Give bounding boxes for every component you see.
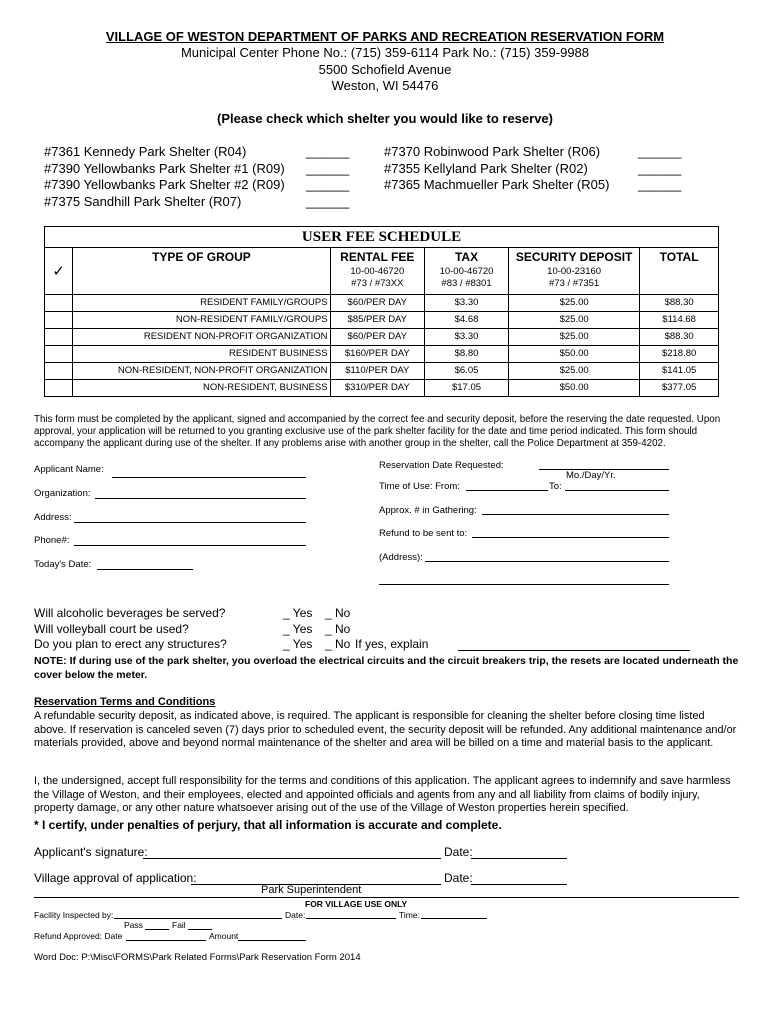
shelter-option[interactable] xyxy=(44,177,364,194)
applicant-signature-field[interactable] xyxy=(143,858,441,859)
shelter-list-right xyxy=(384,144,704,194)
table-row: RESIDENT FAMILY/GROUPS $60/PER DAY $3.30 $25.00 $88.30 xyxy=(45,294,719,311)
terms-paragraph-1: A refundable security deposit, as indicated above, is required. The applicant is responsible for cleaning the shelter before closing time listed above. If reservation is canceled seven (7) days prior to scheduled event, the security deposit will be refunded. Any additional maintenance and/or materials provided, above and beyond normal maintenance of the shelter and area will be billed on a time and material basis to the applicant. xyxy=(34,710,737,749)
checkmark-icon: ✓ xyxy=(45,248,73,295)
shelter-label: #7361 Kennedy Park Shelter (R04) xyxy=(44,144,247,159)
village-use-heading: FOR VILLAGE USE ONLY xyxy=(305,899,408,909)
inspection-date-label: Date: xyxy=(285,910,306,920)
user-fee-schedule-table xyxy=(44,226,719,397)
table-row: NON-RESIDENT FAMILY/GROUPS $85/PER DAY $4.68 $25.00 $114.68 xyxy=(45,311,719,328)
applicant-name-field[interactable] xyxy=(112,477,306,478)
volleyball-no[interactable]: _ No xyxy=(325,622,351,636)
note-text: NOTE: If during use of the park shelter, you overload the electrical circuits and the circuit breakers trip, the resets are located underneath the cover below the meter. xyxy=(34,655,739,681)
street-address: 5500 Schofield Avenue xyxy=(318,62,452,77)
shelter-label: #7365 Machmueller Park Shelter (R05) xyxy=(384,177,610,192)
shelter-checkbox-blank[interactable]: ______ xyxy=(638,144,682,159)
shelter-checkbox-blank[interactable]: ______ xyxy=(638,177,682,192)
shelter-label: #7370 Robinwood Park Shelter (R06) xyxy=(384,144,601,159)
fail-field[interactable] xyxy=(188,929,212,930)
signature-date-label: Date: xyxy=(444,845,473,859)
shelter-option[interactable] xyxy=(44,194,364,211)
refund-approved-date-field[interactable] xyxy=(126,940,206,941)
fee-table-title: USER FEE SCHEDULE xyxy=(45,227,719,248)
col-total: TOTAL xyxy=(640,248,719,267)
shelter-label: #7355 Kellyland Park Shelter (R02) xyxy=(384,160,588,176)
time-to-field[interactable] xyxy=(565,490,669,491)
signature-date-field[interactable] xyxy=(471,858,567,859)
amount-label: Amount xyxy=(209,931,239,941)
todays-date-field[interactable] xyxy=(97,569,193,570)
refund-address-field[interactable] xyxy=(425,561,669,562)
table-row: RESIDENT BUSINESS $160/PER DAY $8.80 $50.00 $218.80 xyxy=(45,345,719,362)
alcohol-no[interactable]: _ No xyxy=(325,606,351,620)
volleyball-yes[interactable]: _ Yes xyxy=(283,622,313,636)
alcohol-yes[interactable]: _ Yes xyxy=(283,606,313,620)
gathering-field[interactable] xyxy=(482,514,669,515)
approval-date-field[interactable] xyxy=(471,884,567,885)
fail-label: Fail xyxy=(172,920,186,930)
city-address: Weston, WI 54476 xyxy=(331,78,439,93)
gathering-label: Approx. # in Gathering: xyxy=(379,505,477,516)
facility-inspected-field[interactable] xyxy=(114,918,282,919)
refund-address-field-2[interactable] xyxy=(379,584,669,585)
tax-codes: 10-00-46720 #83 / #8301 xyxy=(425,266,509,294)
shelter-option[interactable] xyxy=(384,177,704,194)
shelter-label: #7390 Yellowbanks Park Shelter #1 (R09) xyxy=(44,160,285,176)
todays-date-label: Today's Date: xyxy=(34,559,92,570)
inspection-date-field[interactable] xyxy=(306,918,396,919)
phone-label: Phone#: xyxy=(34,535,70,546)
terms-paragraph-2: I, the undersigned, accept full responsibility for the terms and conditions of this application. The applicant agrees to indemnify and save harmless the Village of Weston, and their employees, elected and appointed officials and agents from any and all liability from claims of bodily injury, property damage, or any other nature whatsoever arising out of the use of the Village of Weston properties herein specified. xyxy=(34,775,731,814)
certify-statement: * I certify, under penalties of perjury, that all information is accurate and complete. xyxy=(34,818,502,832)
time-from-label: Time of Use: From: xyxy=(379,481,460,492)
alcohol-question: Will alcoholic beverages be served? xyxy=(34,606,226,620)
applicant-signature-label: Applicant's signature: xyxy=(34,845,148,859)
rental-fee-codes: 10-00-46720 #73 / #73XX xyxy=(330,266,424,294)
divider xyxy=(34,897,739,898)
shelter-checkbox-blank[interactable]: ______ xyxy=(638,160,682,176)
refund-address-label: (Address): xyxy=(379,552,423,563)
structures-explain-field[interactable] xyxy=(458,650,690,651)
col-rental-fee: RENTAL FEE xyxy=(330,248,424,267)
inspection-time-label: Time: xyxy=(399,910,420,920)
time-to-label: To: xyxy=(549,481,562,492)
park-superintendent-caption: Park Superintendent xyxy=(261,884,362,896)
col-type-of-group: TYPE OF GROUP xyxy=(73,248,330,267)
organization-label: Organization: xyxy=(34,488,91,499)
refund-to-field[interactable] xyxy=(472,537,669,538)
reservation-date-label: Reservation Date Requested: xyxy=(379,460,504,471)
col-tax: TAX xyxy=(425,248,509,267)
shelter-checkbox-blank[interactable]: ______ xyxy=(306,144,350,159)
structures-yes[interactable]: _ Yes xyxy=(283,637,313,651)
shelter-label: #7390 Yellowbanks Park Shelter #2 (R09) xyxy=(44,177,285,192)
refund-to-label: Refund to be sent to: xyxy=(379,528,468,539)
shelter-checkbox-blank[interactable]: ______ xyxy=(306,177,350,192)
village-approval-label: Village approval of application: xyxy=(34,871,197,885)
organization-field[interactable] xyxy=(95,498,306,499)
address-field[interactable] xyxy=(74,522,306,523)
table-row: RESIDENT NON-PROFIT ORGANIZATION $60/PER DAY $3.30 $25.00 $88.30 xyxy=(45,328,719,345)
shelter-label: #7375 Sandhill Park Shelter (R07) xyxy=(44,193,242,209)
instruction-text: (Please check which shelter you would like to reserve) xyxy=(217,111,553,126)
shelter-option[interactable] xyxy=(384,144,704,161)
time-from-field[interactable] xyxy=(466,490,548,491)
col-security-deposit: SECURITY DEPOSIT xyxy=(509,248,640,267)
refund-approved-label: Refund Approved: Date xyxy=(34,931,123,941)
pass-label: Pass xyxy=(124,920,143,930)
shelter-option[interactable] xyxy=(44,161,364,178)
shelter-option[interactable] xyxy=(384,161,704,178)
date-format-hint: Mo./Day/Yr. xyxy=(566,470,616,481)
shelter-checkbox-blank[interactable]: ______ xyxy=(306,160,350,176)
terms-heading: Reservation Terms and Conditions xyxy=(34,696,216,708)
applicant-name-label: Applicant Name: xyxy=(34,464,104,475)
volleyball-question: Will volleyball court be used? xyxy=(34,622,189,636)
shelter-checkbox-blank[interactable]: ______ xyxy=(306,193,350,209)
structures-explain-label: If yes, explain xyxy=(355,637,429,651)
address-label: Address: xyxy=(34,512,72,523)
note-label: NOTE: xyxy=(34,655,67,667)
approval-date-label: Date: xyxy=(444,871,473,885)
amount-field[interactable] xyxy=(238,940,306,941)
form-title: VILLAGE OF WESTON DEPARTMENT OF PARKS AND RECREATION RESERVATION FORM xyxy=(105,29,665,44)
footer-file-path: Word Doc: P:\Misc\FORMS\Park Related Forms\Park Reservation Form 2014 xyxy=(34,952,361,963)
shelter-list-left xyxy=(44,144,364,210)
phone-numbers: Municipal Center Phone No.: (715) 359-6114 Park No.: (715) 359-9988 xyxy=(180,45,590,60)
notice-text: This form must be completed by the applicant, signed and accompanied by the correct fee and security deposit, before the reserving the date requested. Upon approval, your application will be returned to you granting exclusive use of the park shelter facility for the date and time period indicated. This form should accompany the applicant during use of the shelter. If any problems arise with another group in the shelter, call the Police Department at 359-4202. xyxy=(34,414,721,449)
structures-no[interactable]: _ No xyxy=(325,637,351,651)
table-row: NON-RESIDENT, BUSINESS $310/PER DAY $17.05 $50.00 $377.05 xyxy=(45,379,719,396)
pass-field[interactable] xyxy=(145,929,169,930)
structures-question: Do you plan to erect any structures? xyxy=(34,637,227,651)
inspection-time-field[interactable] xyxy=(421,918,487,919)
facility-inspected-label: Facility Inspected by: xyxy=(34,910,114,920)
table-row: NON-RESIDENT, NON-PROFIT ORGANIZATION $110/PER DAY $6.05 $25.00 $141.05 xyxy=(45,362,719,379)
deposit-codes: 10-00-23160 #73 / #7351 xyxy=(509,266,640,294)
phone-field[interactable] xyxy=(74,545,306,546)
shelter-option[interactable] xyxy=(44,144,364,161)
